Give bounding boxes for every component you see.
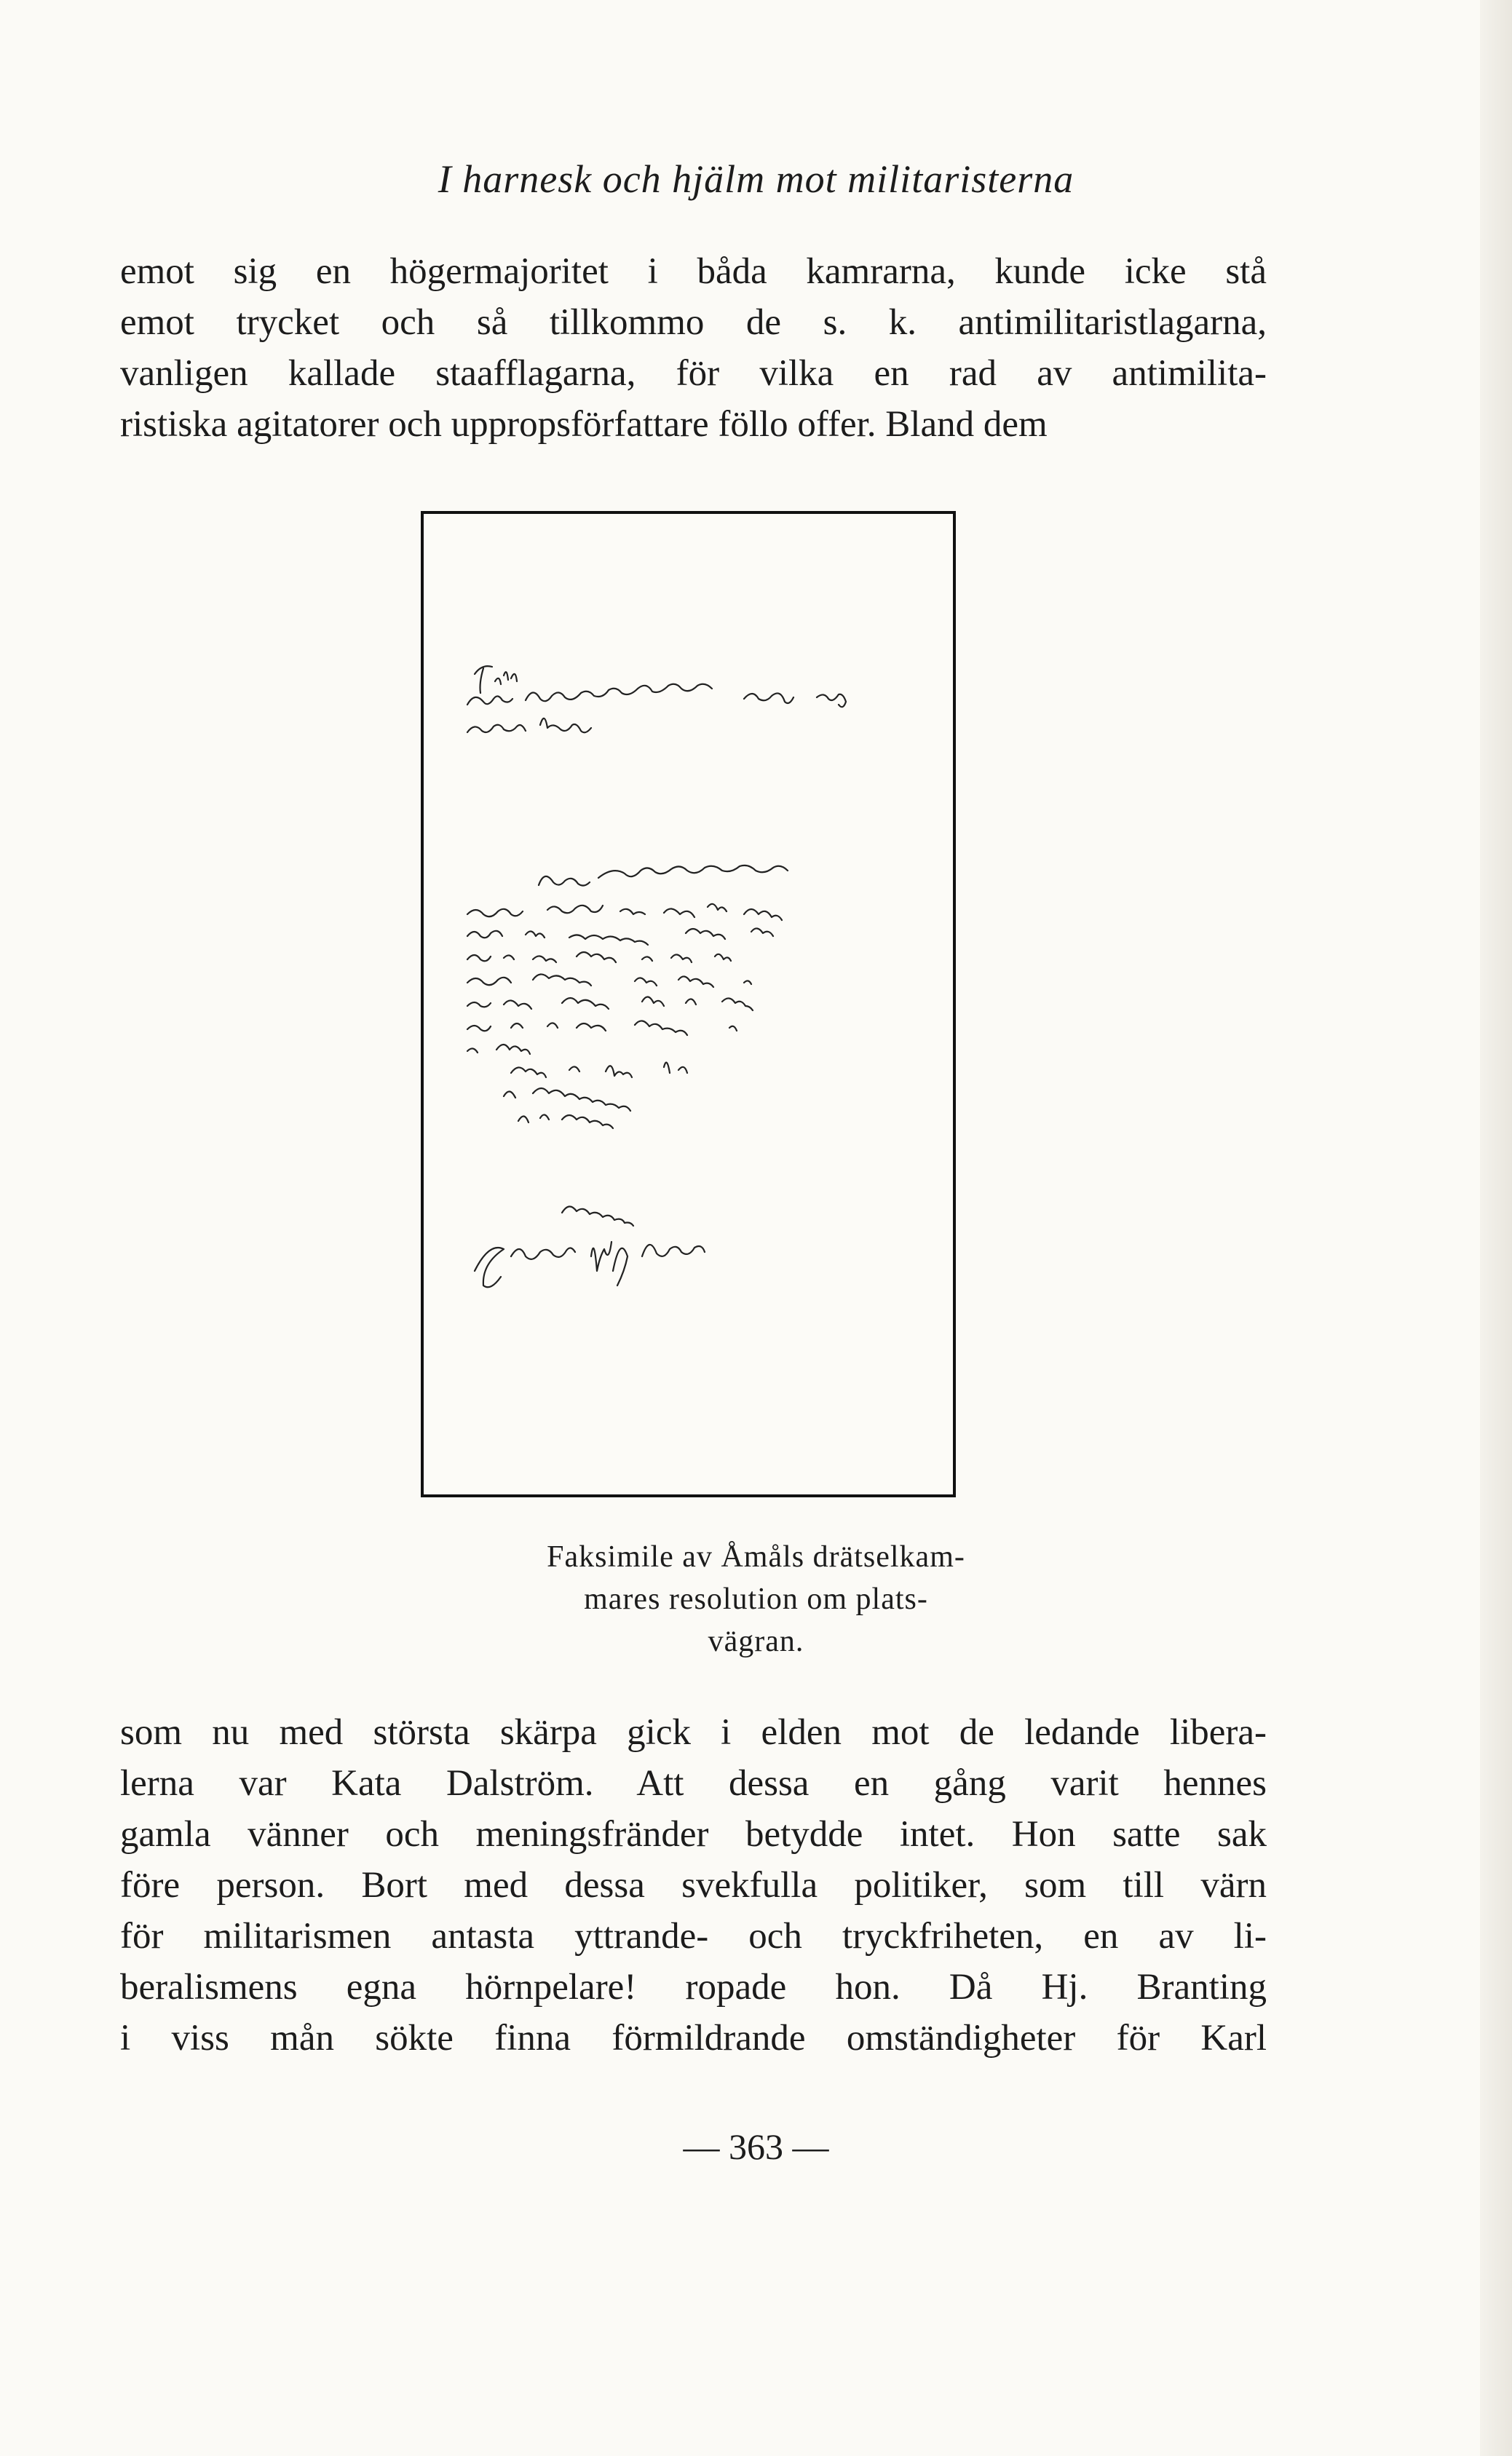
caption-line: Faksimile av Åmåls drätselkam- bbox=[547, 1540, 965, 1574]
figure-caption bbox=[0, 1536, 1512, 1663]
paragraph-bottom bbox=[120, 1707, 1267, 2064]
text-line: vanligen kallade staafflagarna, för vilka en rad av antimilita- bbox=[120, 353, 1267, 394]
page-edge-shadow bbox=[1480, 0, 1512, 2456]
caption-line: mares resolution om plats- bbox=[584, 1582, 928, 1616]
text-line: emot trycket och så tillkommo de s. k. antimilitaristlagarna, bbox=[120, 302, 1267, 343]
text-line: gamla vänner och meningsfränder betydde intet. Hon satte sak bbox=[120, 1814, 1267, 1855]
page-number: — 363 — bbox=[683, 2126, 829, 2167]
text-line: som nu med största skärpa gick i elden mot de ledande libera- bbox=[120, 1712, 1267, 1753]
caption-line: vägran. bbox=[708, 1625, 804, 1658]
text-line: ristiska agitatorer och uppropsförfattare föllo offer. Bland dem bbox=[120, 404, 1048, 445]
running-head: I harnesk och hjälm mot militaristerna bbox=[438, 157, 1074, 201]
text-line: i viss mån sökte finna förmildrande omständigheter för Karl bbox=[120, 2018, 1267, 2059]
text-line: lerna var Kata Dalström. Att dessa en gång varit hennes bbox=[120, 1763, 1267, 1804]
text-line: beralismens egna hörnpelare! ropade hon. Då Hj. Branting bbox=[120, 1967, 1267, 2008]
facsimile-handwritten-resolution bbox=[421, 511, 956, 1497]
text-line: för militarismen antasta yttrande- och tryckfriheten, en av li- bbox=[120, 1916, 1267, 1957]
text-line: emot sig en högermajoritet i båda kamrarna, kunde icke stå bbox=[120, 251, 1267, 292]
handwriting-image bbox=[424, 514, 953, 1494]
text-line: före person. Bort med dessa svekfulla politiker, som till värn bbox=[120, 1865, 1267, 1906]
paragraph-top bbox=[120, 246, 1267, 450]
